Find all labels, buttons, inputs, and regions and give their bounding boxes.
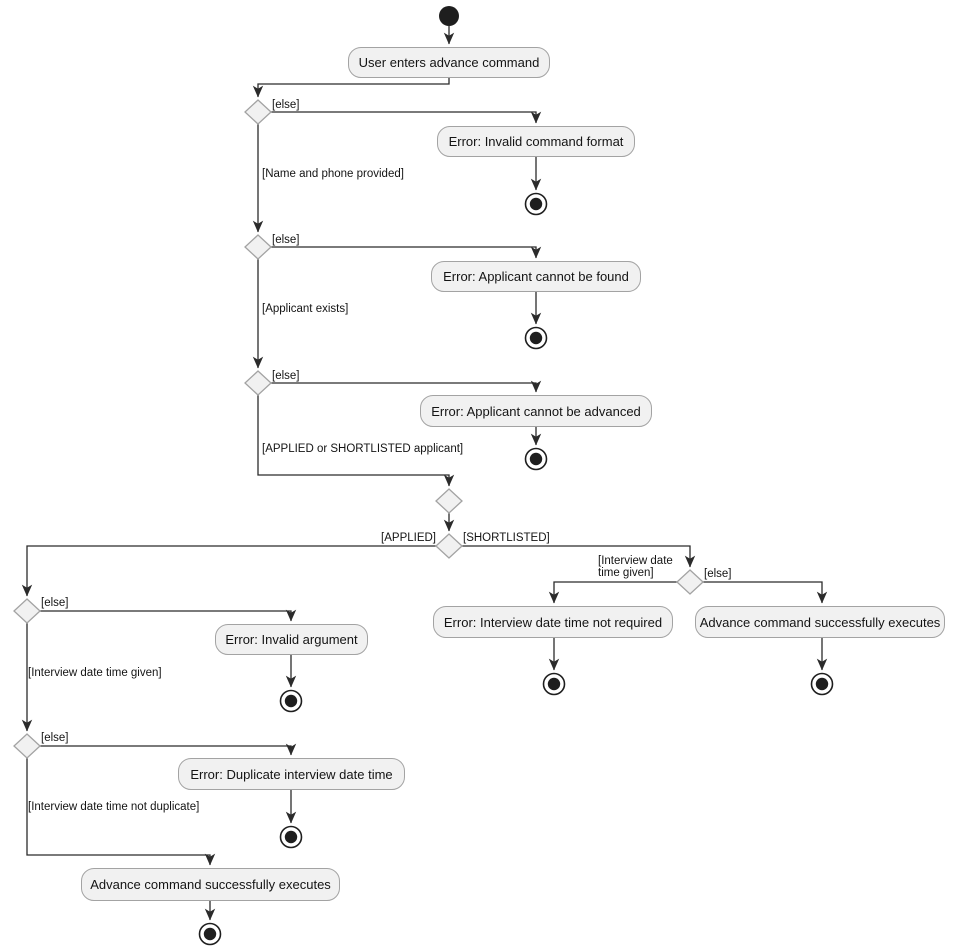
guard-interview-date-time-not-duplicate: [Interview date time not duplicate] <box>28 801 200 813</box>
edge-decision6-given-to-err-idt <box>554 582 677 603</box>
end-node-cannot-advance <box>526 449 547 470</box>
decision-interview-date-given <box>677 570 703 594</box>
edge-decision2-else-to-err-notfound <box>271 247 536 258</box>
end-node-advance-applied <box>200 924 221 945</box>
guard-applicant-exists: [Applicant exists] <box>262 303 349 315</box>
decision-duplicate-interview-date <box>14 734 40 758</box>
edge-user-enters-to-decision1 <box>258 78 449 97</box>
edge-decision6-else-to-advance-shortlisted <box>703 582 822 603</box>
guard-else-duplicate: [else] <box>41 732 69 744</box>
decision-applicant-status <box>245 371 271 395</box>
activity-error-applicant-cannot-be-advanced: Error: Applicant cannot be advanced <box>420 395 652 427</box>
end-node-idt-not-required <box>544 674 565 695</box>
activity-advance-success-applied: Advance command successfully executes <box>81 868 340 901</box>
activity-error-interview-date-time-not-required: Error: Interview date time not required <box>433 606 673 638</box>
edge-decision4-else-to-err-argument <box>40 611 291 621</box>
activity-user-enters-command: User enters advance command <box>348 47 550 78</box>
guard-interview-date-time-given-shortlisted-line2: time given] <box>598 567 654 579</box>
edge-decision1-else-to-err-format <box>271 112 536 123</box>
edge-decision3-else-to-err-advance <box>271 383 536 392</box>
guard-else-applicant-status: [else] <box>272 370 300 382</box>
activity-error-invalid-command-format: Error: Invalid command format <box>437 126 635 157</box>
activity-advance-success-shortlisted: Advance command successfully executes <box>695 606 945 638</box>
decision-applicant-exists <box>245 235 271 259</box>
end-node-invalid-format <box>526 194 547 215</box>
edge-decision5-else-to-err-duplicate <box>40 746 291 755</box>
guard-interview-date-time-given-shortlisted-line1: [Interview date <box>598 555 673 567</box>
decision-argument-valid <box>14 599 40 623</box>
activity-error-duplicate-interview-date-time: Error: Duplicate interview date time <box>178 758 405 790</box>
decision-command-format <box>245 100 271 124</box>
guard-name-and-phone-provided: [Name and phone provided] <box>262 168 404 180</box>
merge-node <box>436 489 462 513</box>
end-node-not-found <box>526 328 547 349</box>
edge-split-applied-to-decision4 <box>27 546 436 596</box>
end-node-advance-shortlisted <box>812 674 833 695</box>
end-node-invalid-argument <box>281 691 302 712</box>
guard-interview-date-time-given-applied: [Interview date time given] <box>28 667 162 679</box>
guard-else-shortlisted: [else] <box>704 568 732 580</box>
start-node <box>439 6 459 26</box>
guard-else-command-format: [else] <box>272 99 300 111</box>
activity-error-applicant-not-found: Error: Applicant cannot be found <box>431 261 641 292</box>
guard-else-applicant-exists: [else] <box>272 234 300 246</box>
end-node-duplicate-idt <box>281 827 302 848</box>
activity-error-invalid-argument: Error: Invalid argument <box>215 624 368 655</box>
decision-applied-or-shortlisted <box>436 534 462 558</box>
guard-applied-or-shortlisted: [APPLIED or SHORTLISTED applicant] <box>262 443 464 455</box>
guard-shortlisted: [SHORTLISTED] <box>463 532 550 544</box>
guard-else-argument: [else] <box>41 597 69 609</box>
guard-applied: [APPLIED] <box>381 532 436 544</box>
